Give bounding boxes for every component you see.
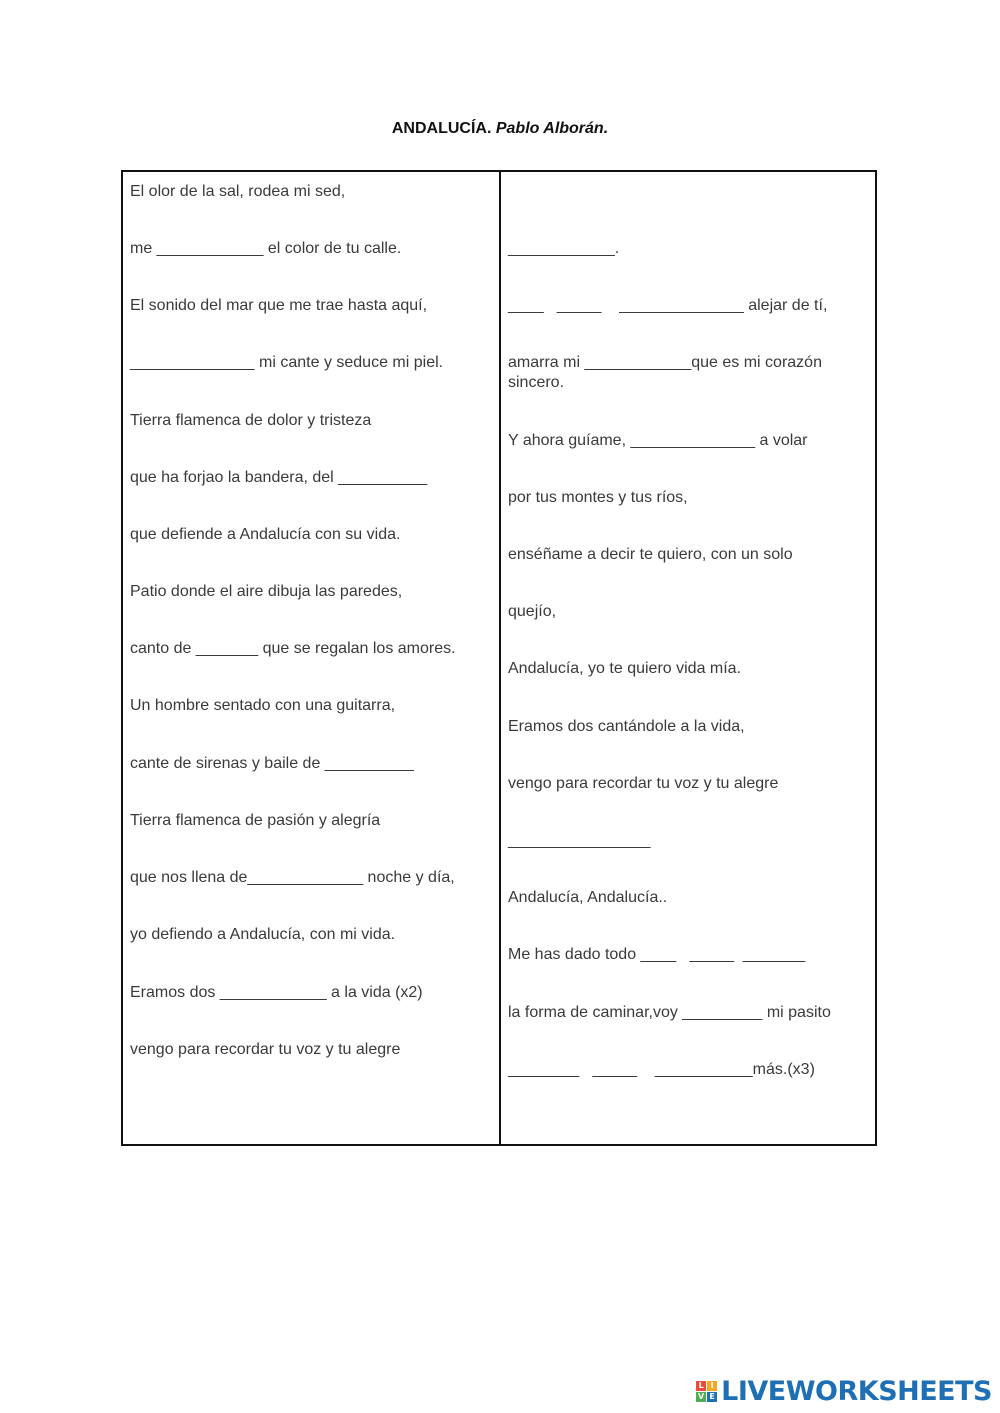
lyric-line: me ____________ el color de tu calle. <box>130 240 402 257</box>
lyric-line: que nos llena de_____________ noche y día, <box>130 869 455 886</box>
liveworksheets-watermark <box>696 1375 992 1407</box>
lyric-line: Andalucía, Andalucía.. <box>508 889 668 906</box>
lyric-line: canto de _______ que se regalan los amores. <box>130 640 456 657</box>
lyric-line: ______________ mi cante y seduce mi piel. <box>130 354 444 371</box>
lyric-line: Patio donde el aire dibuja las paredes, <box>130 583 403 600</box>
lyric-line: Un hombre sentado con una guitarra, <box>130 697 396 714</box>
song-author: Pablo Alborán. <box>495 120 609 137</box>
lyric-line: Eramos dos cantándole a la vida, <box>508 718 745 735</box>
song-title: ANDALUCÍA. <box>391 120 492 137</box>
lyric-line: El olor de la sal, rodea mi sed, <box>130 183 346 200</box>
lyric-line: vengo para recordar tu voz y tu alegre <box>508 775 779 792</box>
lyric-line: Tierra flamenca de pasión y alegría <box>130 812 381 829</box>
lyric-line: ____ _____ ______________ alejar de tí, <box>508 297 828 314</box>
lyric-line: que ha forjao la bandera, del __________ <box>130 469 428 486</box>
lyric-line: vengo para recordar tu voz y tu alegre <box>130 1041 401 1058</box>
lyric-line: la forma de caminar,voy _________ mi pasito <box>508 1004 831 1021</box>
lyric-line: El sonido del mar que me trae hasta aquí, <box>130 297 428 314</box>
lyric-line: Me has dado todo ____ _____ _______ <box>508 946 806 963</box>
lyric-line: ________________ <box>508 832 651 849</box>
lyrics-right-column <box>501 172 875 1144</box>
page-title <box>0 120 1000 138</box>
lyric-line: por tus montes y tus ríos, <box>508 489 688 506</box>
lyric-line: yo defiendo a Andalucía, con mi vida. <box>130 926 396 943</box>
lyrics-left-column <box>123 172 501 1144</box>
lyric-line: Andalucía, yo te quiero vida mía. <box>508 660 742 677</box>
lyric-line: Y ahora guíame, ______________ a volar <box>508 432 808 449</box>
lyric-line: ________ _____ ___________más.(x3) <box>508 1061 815 1078</box>
watermark-text: LIVEWORKSHEETS <box>721 1375 992 1407</box>
lyric-line: Eramos dos ____________ a la vida (x2) <box>130 984 423 1001</box>
lyric-line: que defiende a Andalucía con su vida. <box>130 526 401 543</box>
liveworksheets-logo-icon <box>696 1381 717 1402</box>
logo-letter: V <box>698 1391 705 1401</box>
logo-letter: I <box>707 1381 717 1391</box>
lyric-line: ____________. <box>508 240 620 257</box>
lyric-line: enséñame a decir te quiero, con un solo <box>508 546 793 563</box>
lyric-line: quejío, <box>508 603 557 620</box>
lyric-line: Tierra flamenca de dolor y tristeza <box>130 412 372 429</box>
lyrics-table <box>121 170 877 1146</box>
lyric-line: amarra mi ____________que es mi corazón sincero. <box>508 354 827 391</box>
logo-letter: E <box>707 1392 717 1402</box>
lyric-line: cante de sirenas y baile de __________ <box>130 755 414 772</box>
logo-letter: L <box>696 1381 706 1391</box>
